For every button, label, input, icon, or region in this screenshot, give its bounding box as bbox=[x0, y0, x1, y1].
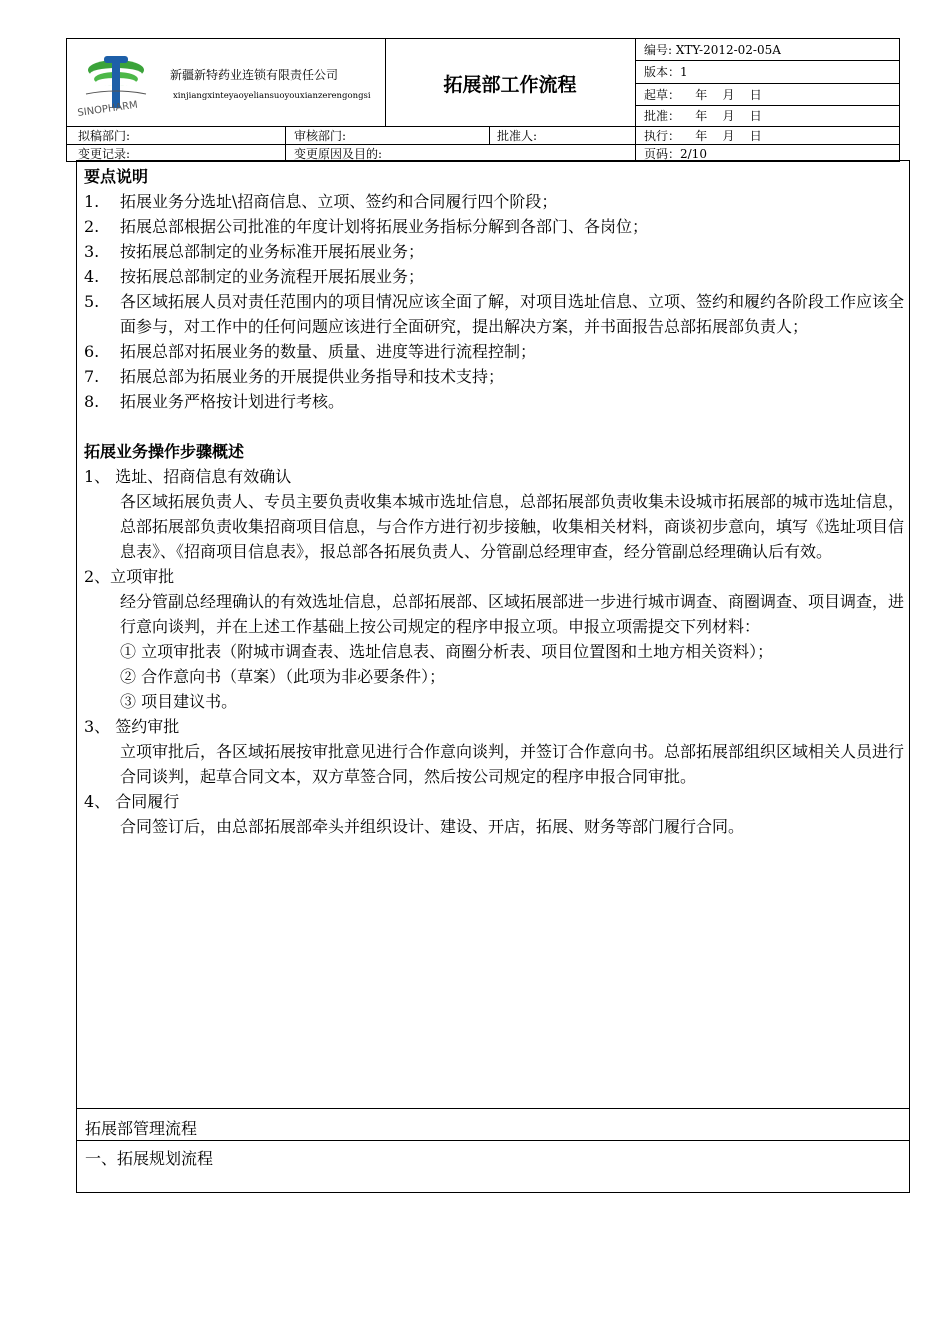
header-divider bbox=[489, 126, 490, 144]
list-item: 5. 各区域拓展人员对责任范围内的项目情况应该全面了解，对项目选址信息、立项、签约和履约各阶段工作应该全面参与，对工作中的任何问题应该进行全面研究，提出解决方案，并书面报告总部拓展部负责人； bbox=[84, 292, 905, 336]
list-item: 7. 拓展总部为拓展业务的开展提供业务指导和技术支持； bbox=[84, 367, 505, 386]
header-rule bbox=[66, 144, 900, 145]
meta-rule bbox=[635, 105, 900, 106]
section-body: 经分管副总经理确认的有效选址信息，总部拓展部、区域拓展部进一步进行城市调查、商圈调查、项目调查，进行意向谈判，并在上述工作基础上按公司规定的程序申报立项。申报立项需提交下列材料： bbox=[120, 592, 905, 636]
footer-rule bbox=[76, 1140, 910, 1141]
material-item: ① 立项审批表（附城市调查表、选址信息表、商圈分析表、项目位置图和土地方相关资料）； bbox=[120, 642, 774, 661]
material-item: ③ 项目建议书。 bbox=[120, 692, 238, 711]
section-body: 合同签订后，由总部拓展部牵头并组织设计、建设、开店，拓展、财务等部门履行合同。 bbox=[120, 817, 745, 836]
list-item: 6. 拓展总部对拓展业务的数量、质量、进度等进行流程控制； bbox=[84, 342, 537, 361]
doc-number: 编号: XTY-2012-02-05A bbox=[644, 43, 781, 57]
key-points-title: 要点说明 bbox=[84, 167, 149, 186]
approver-label: 批准人: bbox=[497, 129, 538, 143]
planning-flow-heading: 一、拓展规划流程 bbox=[85, 1149, 214, 1168]
approve-date: 批准： 年 月 日 bbox=[644, 109, 762, 123]
company-pinyin: xinjiangxinteyaoyeliansuoyouxianzerengongsi bbox=[173, 91, 371, 101]
execute-date: 执行： 年 月 日 bbox=[644, 129, 762, 143]
header-rule bbox=[66, 126, 900, 127]
doc-version: 版本：1 bbox=[644, 65, 688, 79]
section-heading: 2、立项审批 bbox=[84, 567, 175, 586]
draft-date: 起草： 年 月 日 bbox=[644, 88, 762, 102]
steps-title: 拓展业务操作步骤概述 bbox=[84, 442, 245, 461]
list-item: 2. 拓展总部根据公司批准的年度计划将拓展业务指标分解到各部门、各岗位； bbox=[84, 217, 649, 236]
material-item: ② 合作意向书（草案）（此项为非必要条件）； bbox=[120, 667, 446, 686]
change-reason-label: 变更原因及目的: bbox=[294, 147, 383, 161]
footer-rule bbox=[76, 1108, 910, 1109]
section-heading: 3、 签约审批 bbox=[84, 717, 180, 736]
page-number: 页码：2/10 bbox=[644, 147, 707, 161]
section-body: 各区域拓展负责人、专员主要负责收集本城市选址信息，总部拓展部负责收集未设城市拓展部的城市选址信息，总部拓展部负责收集招商项目信息，与合作方进行初步接触，收集相关材料，商谈初步意向，填写《选址项目信息表》、《招商项目信息表》，报总部各拓展负责人、分管副总经理审查，经分管副总经理确认后有效。 bbox=[120, 492, 905, 561]
svg-text:SINOPHARM: SINOPHARM bbox=[76, 99, 139, 119]
mgmt-flow-heading: 拓展部管理流程 bbox=[85, 1119, 198, 1138]
meta-rule bbox=[635, 60, 900, 61]
section-body: 立项审批后，各区域拓展按审批意见进行合作意向谈判，并签订合作意向书。总部拓展部组织区域相关人员进行合同谈判，起草合同文本，双方草签合同，然后按公司规定的程序申报合同审批。 bbox=[120, 742, 905, 786]
change-record-label: 变更记录: bbox=[78, 147, 131, 161]
main-content bbox=[84, 164, 904, 839]
list-item: 1. 拓展业务分选址\招商信息、立项、签约和合同履行四个阶段； bbox=[84, 192, 558, 211]
document-title: 拓展部工作流程 bbox=[443, 74, 577, 96]
list-item: 4. 按拓展总部制定的业务流程开展拓展业务； bbox=[84, 267, 425, 286]
list-item: 8. 拓展业务严格按计划进行考核。 bbox=[84, 392, 345, 411]
sinopharm-logo bbox=[76, 48, 156, 120]
review-dept-label: 审核部门: bbox=[294, 129, 347, 143]
section-heading: 1、 选址、招商信息有效确认 bbox=[84, 467, 292, 486]
company-name: 新疆新特药业连锁有限责任公司 bbox=[170, 68, 339, 82]
meta-rule bbox=[635, 83, 900, 84]
draft-dept-label: 拟稿部门: bbox=[78, 129, 131, 143]
list-item: 3. 按拓展总部制定的业务标准开展拓展业务； bbox=[84, 242, 425, 261]
section-heading: 4、 合同履行 bbox=[84, 792, 180, 811]
